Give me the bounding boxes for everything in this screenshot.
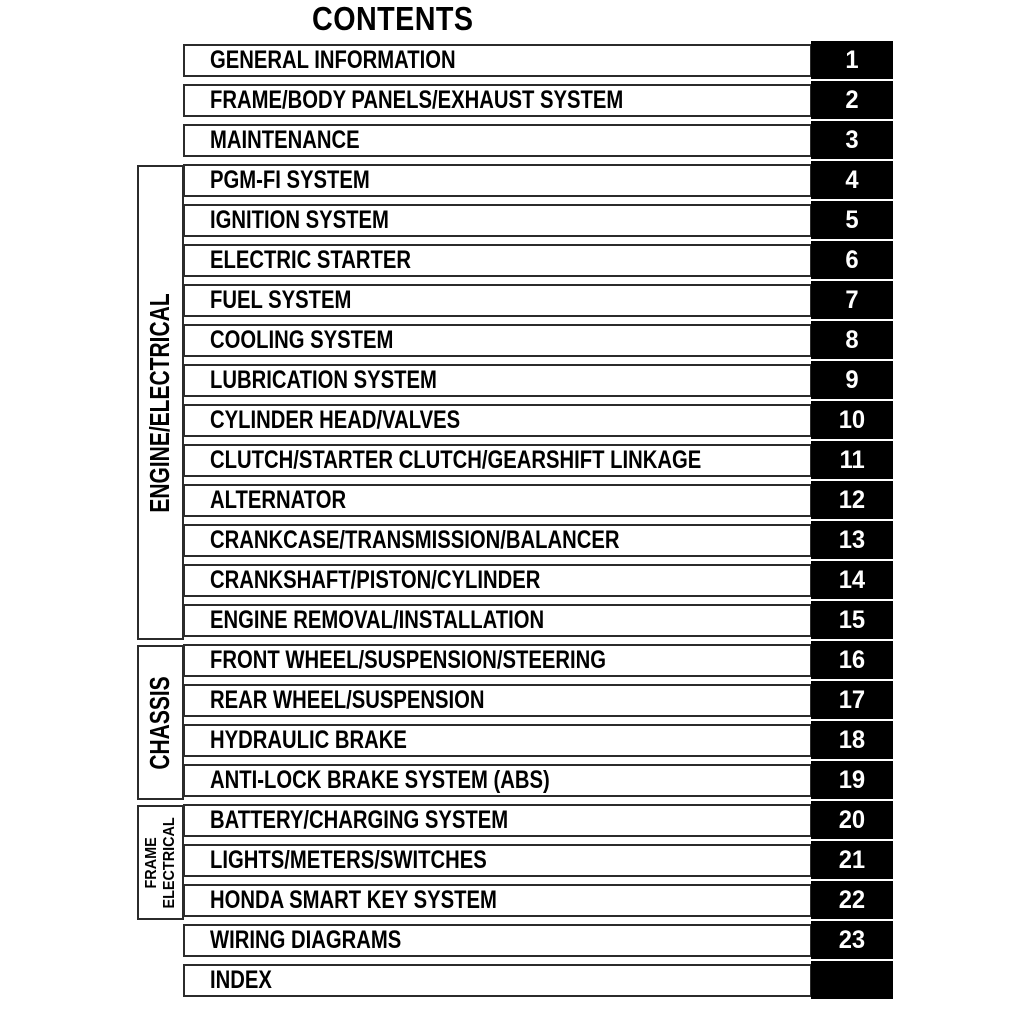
chapter-title-box bbox=[183, 164, 812, 197]
chapter-number-badge bbox=[811, 601, 893, 639]
chapter-number: 7 bbox=[845, 285, 859, 314]
chapter-number: 14 bbox=[838, 565, 866, 594]
chapter-title-box bbox=[183, 204, 812, 237]
section-group-label-line: ENGINE/ELECTRICAL bbox=[144, 292, 176, 513]
chapter-title: HYDRAULIC BRAKE bbox=[210, 726, 407, 754]
toc-row-23[interactable] bbox=[183, 924, 893, 957]
chapter-title: LUBRICATION SYSTEM bbox=[210, 366, 437, 394]
chapter-number-badge bbox=[811, 281, 893, 319]
toc-row-18[interactable] bbox=[183, 724, 893, 757]
toc-row-19[interactable] bbox=[183, 764, 893, 797]
chapter-title-box bbox=[183, 964, 812, 997]
chapter-title-box bbox=[183, 804, 812, 837]
chapter-title-box bbox=[183, 484, 812, 517]
chapter-number: 17 bbox=[838, 685, 866, 714]
toc-row-7[interactable] bbox=[183, 284, 893, 317]
chapter-number: 1 bbox=[845, 45, 859, 74]
page-title bbox=[183, 0, 603, 38]
chapter-number-badge bbox=[811, 361, 893, 399]
chapter-title-box bbox=[183, 524, 812, 557]
section-group-label-line: FRAME bbox=[142, 836, 160, 889]
chapter-title: MAINTENANCE bbox=[210, 126, 360, 154]
chapter-number-badge bbox=[811, 881, 893, 919]
chapter-title: FUEL SYSTEM bbox=[210, 286, 352, 314]
toc-row-index[interactable] bbox=[183, 964, 893, 997]
chapter-title: WIRING DIAGRAMS bbox=[210, 926, 402, 954]
toc-row-5[interactable] bbox=[183, 204, 893, 237]
toc-row-8[interactable] bbox=[183, 324, 893, 357]
chapter-title: ANTI-LOCK BRAKE SYSTEM (ABS) bbox=[210, 766, 550, 794]
toc-row-3[interactable] bbox=[183, 124, 893, 157]
toc-row-17[interactable] bbox=[183, 684, 893, 717]
chapter-number: 11 bbox=[839, 445, 865, 474]
chapter-number-badge bbox=[811, 921, 893, 959]
chapter-number: 4 bbox=[845, 165, 859, 194]
chapter-number: 23 bbox=[838, 925, 866, 954]
chapter-number: 12 bbox=[838, 485, 866, 514]
chapter-title: CRANKSHAFT/PISTON/CYLINDER bbox=[210, 566, 541, 594]
chapter-title: PGM-FI SYSTEM bbox=[210, 166, 370, 194]
chapter-title: CYLINDER HEAD/VALVES bbox=[210, 406, 461, 434]
section-group-label bbox=[145, 676, 177, 769]
section-group-box-chassis bbox=[137, 645, 184, 800]
chapter-title-box bbox=[183, 724, 812, 757]
section-group-label bbox=[143, 817, 179, 908]
toc-row-21[interactable] bbox=[183, 844, 893, 877]
chapter-title-box bbox=[183, 124, 812, 157]
chapter-title: CLUTCH/STARTER CLUTCH/GEARSHIFT LINKAGE bbox=[210, 446, 702, 474]
chapter-title-box bbox=[183, 684, 812, 717]
toc-row-14[interactable] bbox=[183, 564, 893, 597]
chapter-number: 22 bbox=[838, 885, 866, 914]
chapter-title: IGNITION SYSTEM bbox=[210, 206, 389, 234]
chapter-number-badge bbox=[811, 121, 893, 159]
chapter-title-box bbox=[183, 844, 812, 877]
chapter-number: 6 bbox=[845, 245, 859, 274]
chapter-title: COOLING SYSTEM bbox=[210, 326, 394, 354]
toc-row-10[interactable] bbox=[183, 404, 893, 437]
chapter-title-box bbox=[183, 564, 812, 597]
section-group-box-engine-electrical bbox=[137, 165, 184, 640]
toc-row-22[interactable] bbox=[183, 884, 893, 917]
chapter-number-badge bbox=[811, 401, 893, 439]
toc-row-9[interactable] bbox=[183, 364, 893, 397]
chapter-title: LIGHTS/METERS/SWITCHES bbox=[210, 846, 487, 874]
chapter-title-box bbox=[183, 324, 812, 357]
page-title-text: CONTENTS bbox=[312, 0, 474, 37]
chapter-number: 18 bbox=[838, 725, 866, 754]
toc-row-6[interactable] bbox=[183, 244, 893, 277]
chapter-number-badge bbox=[811, 721, 893, 759]
chapter-title-box bbox=[183, 604, 812, 637]
chapter-number-badge bbox=[811, 201, 893, 239]
chapter-title-box bbox=[183, 764, 812, 797]
toc-row-11[interactable] bbox=[183, 444, 893, 477]
chapter-title: REAR WHEEL/SUSPENSION bbox=[210, 686, 485, 714]
chapter-number-badge bbox=[811, 241, 893, 279]
chapter-number-badge bbox=[811, 961, 893, 999]
chapter-title: FRONT WHEEL/SUSPENSION/STEERING bbox=[210, 646, 607, 674]
chapter-number: 10 bbox=[838, 405, 866, 434]
chapter-number: 5 bbox=[845, 205, 859, 234]
chapter-number-badge bbox=[811, 801, 893, 839]
toc-row-20[interactable] bbox=[183, 804, 893, 837]
chapter-number: 13 bbox=[838, 525, 866, 554]
chapter-number-badge bbox=[811, 321, 893, 359]
chapter-title: GENERAL INFORMATION bbox=[210, 46, 456, 74]
chapter-title-box bbox=[183, 404, 812, 437]
chapter-number-badge bbox=[811, 41, 893, 79]
chapter-number: 15 bbox=[838, 605, 866, 634]
toc-row-15[interactable] bbox=[183, 604, 893, 637]
toc-row-1[interactable] bbox=[183, 44, 893, 77]
chapter-title: ENGINE REMOVAL/INSTALLATION bbox=[210, 606, 545, 634]
chapter-title: ELECTRIC STARTER bbox=[210, 246, 412, 274]
toc-row-2[interactable] bbox=[183, 84, 893, 117]
chapter-number: 8 bbox=[845, 325, 859, 354]
chapter-number-badge bbox=[811, 81, 893, 119]
chapter-number-badge bbox=[811, 761, 893, 799]
chapter-number: 20 bbox=[838, 805, 866, 834]
chapter-title: INDEX bbox=[210, 966, 272, 994]
chapter-number: 2 bbox=[845, 85, 859, 114]
chapter-number-badge bbox=[811, 441, 893, 479]
chapter-title: FRAME/BODY PANELS/EXHAUST SYSTEM bbox=[210, 86, 624, 114]
chapter-number-badge bbox=[811, 841, 893, 879]
toc-row-13[interactable] bbox=[183, 524, 893, 557]
toc-row-12[interactable] bbox=[183, 484, 893, 517]
chapter-title: ALTERNATOR bbox=[210, 486, 347, 514]
chapter-title: BATTERY/CHARGING SYSTEM bbox=[210, 806, 509, 834]
section-group-label-line: CHASSIS bbox=[144, 675, 176, 770]
chapter-number: 21 bbox=[838, 845, 866, 874]
chapter-number-badge bbox=[811, 681, 893, 719]
chapter-number: 16 bbox=[838, 645, 866, 674]
chapter-number: 9 bbox=[845, 365, 859, 394]
chapter-number-badge bbox=[811, 561, 893, 599]
chapter-number: 19 bbox=[838, 765, 866, 794]
chapter-title-box bbox=[183, 444, 812, 477]
chapter-title-box bbox=[183, 644, 812, 677]
chapter-title-box bbox=[183, 924, 812, 957]
section-group-box-frame-electrical bbox=[137, 805, 184, 920]
chapter-title-box bbox=[183, 84, 812, 117]
chapter-number-badge bbox=[811, 641, 893, 679]
chapter-number-badge bbox=[811, 521, 893, 559]
chapter-title: CRANKCASE/TRANSMISSION/BALANCER bbox=[210, 526, 620, 554]
chapter-title-box bbox=[183, 884, 812, 917]
chapter-title: HONDA SMART KEY SYSTEM bbox=[210, 886, 497, 914]
chapter-title-box bbox=[183, 284, 812, 317]
chapter-title-box bbox=[183, 364, 812, 397]
chapter-title-box bbox=[183, 244, 812, 277]
section-group-label-line: ELECTRICAL bbox=[160, 816, 178, 909]
chapter-number: 3 bbox=[845, 125, 859, 154]
section-group-label bbox=[145, 293, 177, 512]
chapter-number-badge bbox=[811, 481, 893, 519]
chapter-title-box bbox=[183, 44, 812, 77]
toc-row-4[interactable] bbox=[183, 164, 893, 197]
toc-row-16[interactable] bbox=[183, 644, 893, 677]
chapter-number-badge bbox=[811, 161, 893, 199]
